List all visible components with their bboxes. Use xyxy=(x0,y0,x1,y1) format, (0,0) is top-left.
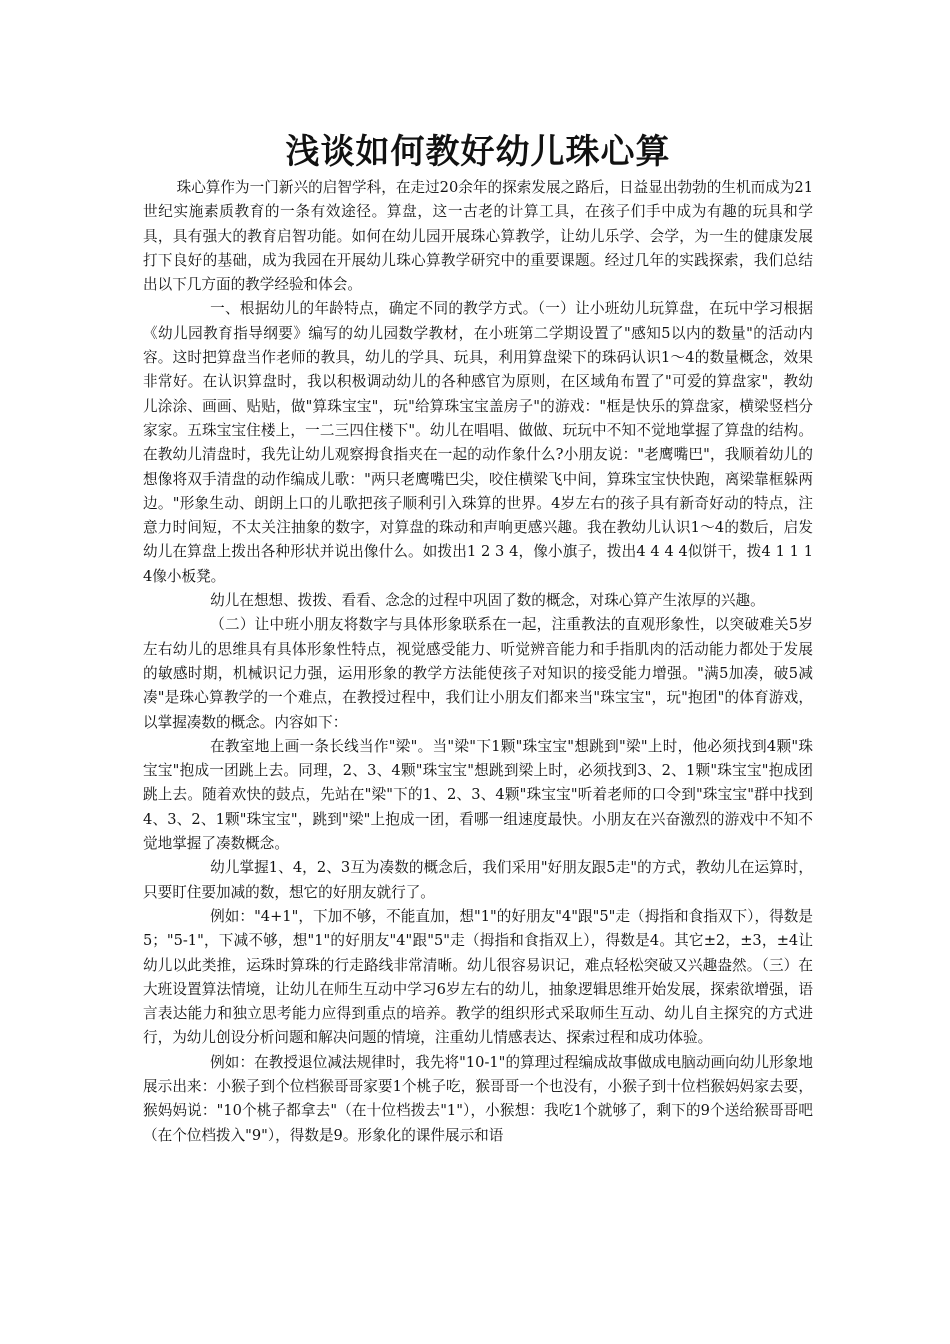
paragraph-section-one-summary: 幼儿在想想、拨拨、看看、念念的过程中巩固了数的概念，对珠心算产生浓厚的兴趣。 xyxy=(210,592,765,610)
paragraph-section-two: （二）让中班小朋友将数字与具体形象联系在一起，注重教法的直观形象性，以突破难关5岁左右幼儿的思维具有具体形象性特点，视觉感受能力、听觉辨音能力和手指肌肉的活动能力都处于发展的敏感时期，机械识记力强，运用形象的教学方法能使孩子对知识的接受能力增强。"满5加凑，破5减凑"是珠心算教学的一个难点，在教授过程中，我们让小朋友们都来当"珠宝宝"，玩"抱团"的体育游戏，以掌握凑数的概念。内容如下： xyxy=(143,616,813,731)
paragraph-good-friends: 幼儿掌握1、4，2、3互为凑数的概念后，我们采用"好朋友跟5走"的方式，教幼儿在运算时，只要盯住要加减的数，想它的好朋友就行了。 xyxy=(143,859,813,901)
paragraph-game-description: 在教室地上画一条长线当作"梁"。当"梁"下1颗"珠宝宝"想跳到"梁"上时，他必须找到4颗"珠宝宝"抱成一团跳上去。同理，2、3、4颗"珠宝宝"想跳到梁上时，必须找到3、2、1颗"珠宝宝"抱成团跳上去。随着欢快的鼓点，先站在"梁"下的1、2、3、4颗"珠宝宝"听着老师的口令到"珠宝宝"群中找到4、3、2、1颗"珠宝宝"，跳到"梁"上抱成一团，看哪一组速度最快。小朋友在兴奋激烈的游戏中不知不觉地掌握了凑数概念。 xyxy=(143,737,813,853)
document-title: 浅谈如何教好幼儿珠心算 xyxy=(285,132,671,172)
paragraph-example-two: 例如：在教授退位减法规律时，我先将"10-1"的算理过程编成故事做成电脑动画向幼儿形象地展示出来：小猴子到个位档猴哥哥家要1个桃子吃，猴哥哥一个也没有，小猴子到十位档猴妈妈家去要，猴妈妈说："10个桃子都拿去"（在十位档拨去"1"），小猴想：我吃1个就够了，剩下的9个送给猴哥哥吧（在个位档拨入"9"），得数是9。形象化的课件展示和语 xyxy=(143,1053,813,1144)
paragraph-intro: 珠心算作为一门新兴的启智学科，在走过20余年的探索发展之路后，日益显出勃勃的生机而成为21世纪实施素质教育的一条有效途径。算盘，这一古老的计算工具，在孩子们手中成为有趣的玩具和学具，具有强大的教育启智功能。如何在幼儿园开展珠心算教学，让幼儿乐学、会学，为一生的健康发展打下良好的基础，成为我园在开展幼儿珠心算教学研究中的重要课题。经过几年的实践探索，我们总结出以下几方面的教学经验和体会。 xyxy=(143,179,813,294)
document-page xyxy=(143,128,813,1148)
paragraph-example-one: 例如："4+1"，下加不够，不能直加，想"1"的好朋友"4"跟"5"走（拇指和食指双下），得数是5；"5-1"，下减不够，想"1"的好朋友"4"跟"5"走（拇指和食指双上），得数是4。其它±2，±3，±4让幼儿以此类推，运珠时算珠的行走路线非常清晰。幼儿很容易识记，难点轻松突破又兴趣盎然。（三）在大班设置算法情境，让幼儿在师生互动中学习6岁左右的幼儿，抽象逻辑思维开始发展，探索欲增强，语言表达能力和独立思考能力应得到重点的培养。教学的组织形式采取师生互动、幼儿自主探究的方式进行，为幼儿创设分析问题和解决问题的情境，注重幼儿情感表达、探索过程和成功体验。 xyxy=(143,907,813,1047)
paragraph-section-one: 一、根据幼儿的年龄特点，确定不同的教学方式。（一）让小班幼儿玩算盘，在玩中学习根据《幼儿园教育指导纲要》编写的幼儿园数学教材，在小班第二学期设置了"感知5以内的数量"的活动内容。这时把算盘当作老师的教具，幼儿的学具、玩具，利用算盘梁下的珠码认识1～4的数量概念，效果非常好。在认识算盘时，我以积极调动幼儿的各种感官为原则，在区域角布置了"可爱的算盘家"，教幼儿涂涂、画画、贴贴，做"算珠宝宝"，玩"给算珠宝宝盖房子"的游戏："框是快乐的算盘家，横梁竖档分家家。五珠宝宝住楼上，一二三四住楼下"。幼儿在唱唱、做做、玩玩中不知不觉地掌握了算盘的结构。在教幼儿清盘时，我先让幼儿观察拇食指夹在一起的动作象什么?小朋友说："老鹰嘴巴"，我顺着幼儿的想像将双手清盘的动作编成儿歌："两只老鹰嘴巴尖，咬住横梁飞中间，算珠宝宝快快跑，离梁靠框躲两边。"形象生动、朗朗上口的儿歌把孩子顺利引入珠算的世界。4岁左右的孩子具有新奇好动的特点，注意力时间短，不太关注抽象的数字，对算盘的珠动和声响更感兴趣。我在教幼儿认识1～4的数后，启发幼儿在算盘上拨出各种形状并说出像什么。如拨出1 2 3 4，像小旗子，拨出4 4 4 4似饼干，拨4 1 1 1 4像小板凳。 xyxy=(143,300,813,585)
